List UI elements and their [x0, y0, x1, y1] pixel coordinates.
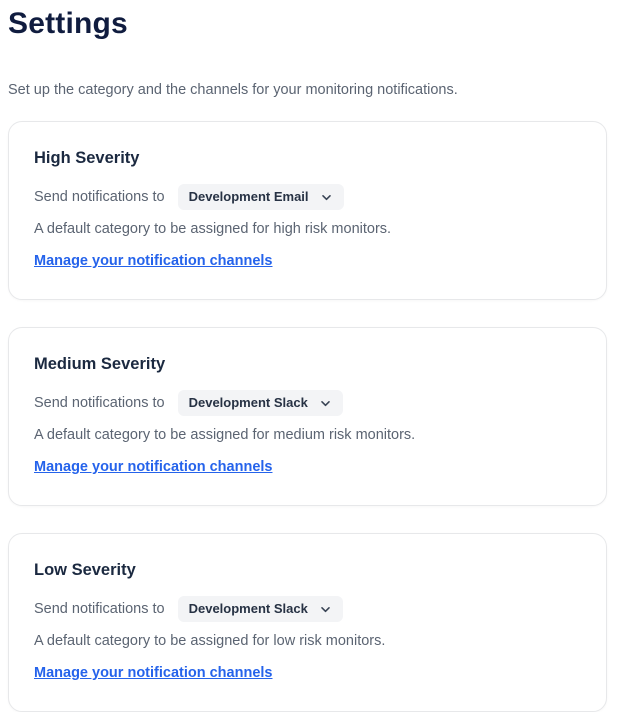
- high-severity-card: [8, 121, 607, 300]
- channel-select-value: Development Slack: [188, 395, 308, 410]
- manage-channels-link[interactable]: Manage your notification channels: [34, 459, 273, 475]
- send-notifications-label: Send notifications to: [34, 395, 165, 411]
- send-notifications-row: [34, 184, 581, 210]
- card-title: Low Severity: [34, 561, 136, 579]
- send-notifications-row: [34, 596, 581, 622]
- card-description: A default category to be assigned for high risk monitors.: [34, 221, 392, 237]
- channel-select-dropdown[interactable]: [178, 390, 343, 416]
- chevron-down-icon: [319, 603, 332, 616]
- send-notifications-label: Send notifications to: [34, 189, 165, 205]
- chevron-down-icon: [319, 397, 332, 410]
- send-notifications-label: Send notifications to: [34, 601, 165, 617]
- channel-select-value: Development Email: [188, 189, 309, 204]
- channel-select-dropdown[interactable]: [178, 184, 344, 210]
- page-title: Settings: [8, 7, 128, 40]
- low-severity-card: [8, 533, 607, 712]
- manage-channels-link[interactable]: Manage your notification channels: [34, 665, 273, 681]
- channel-select-value: Development Slack: [188, 601, 308, 616]
- channel-select-dropdown[interactable]: [178, 596, 343, 622]
- manage-channels-link[interactable]: Manage your notification channels: [34, 253, 273, 269]
- page-subtitle: Set up the category and the channels for your monitoring notifications.: [8, 82, 458, 98]
- card-description: A default category to be assigned for medium risk monitors.: [34, 427, 416, 443]
- chevron-down-icon: [320, 191, 333, 204]
- send-notifications-row: [34, 390, 581, 416]
- medium-severity-card: [8, 327, 607, 506]
- card-title: High Severity: [34, 149, 140, 167]
- card-title: Medium Severity: [34, 355, 166, 373]
- card-description: A default category to be assigned for low risk monitors.: [34, 633, 386, 649]
